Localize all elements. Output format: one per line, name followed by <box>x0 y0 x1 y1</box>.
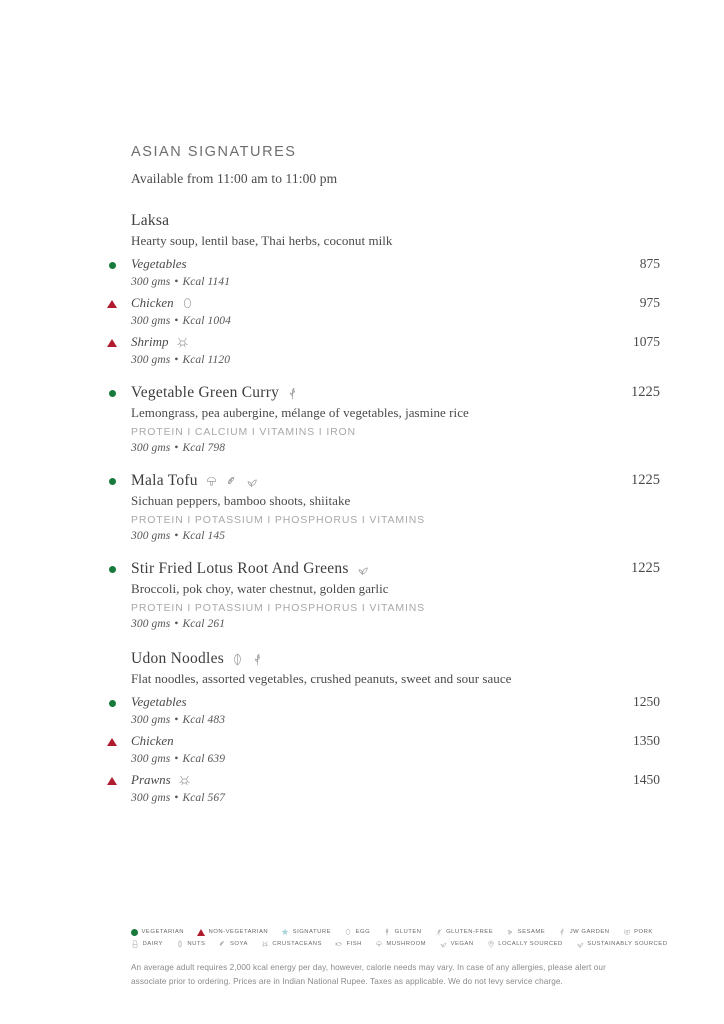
legend-item <box>487 940 563 948</box>
calorie-value: Kcal 798 <box>182 442 226 454</box>
variant-name <box>131 733 601 749</box>
crustacean-icon <box>178 774 191 787</box>
variant-name <box>131 334 601 350</box>
section-title: ASIAN SIGNATURES <box>131 144 297 160</box>
variant-name-text: Shrimp <box>131 334 169 349</box>
menu-item-header <box>104 384 660 454</box>
variant-body <box>131 295 601 327</box>
legend-item <box>383 928 421 936</box>
portion-weight: 300 gms <box>131 315 171 327</box>
portion-weight: 300 gms <box>131 530 171 542</box>
menu-items-list <box>104 212 660 804</box>
variant-body <box>131 694 601 726</box>
variant-price: 1350 <box>633 733 660 748</box>
portion-and-calories <box>131 354 601 366</box>
nutrient-tags: PROTEIN I CALCIUM I VITAMINS I IRON <box>131 426 356 438</box>
dish-name-text: Stir Fried Lotus Root And Greens <box>131 560 349 577</box>
portion-and-calories <box>131 792 601 804</box>
legend-item <box>131 940 163 948</box>
variant-price: 1250 <box>633 694 660 709</box>
non-vegetarian-marker-icon <box>107 339 117 347</box>
non-vegetarian-marker-icon <box>107 300 117 308</box>
dish-name <box>131 560 601 578</box>
variant-name-text: Prawns <box>131 772 171 787</box>
vegan-icon <box>245 475 258 488</box>
menu-group <box>104 472 660 542</box>
meta-separator: • <box>171 792 182 804</box>
dish-description: Broccoli, pok choy, water chestnut, golden garlic <box>131 581 389 596</box>
dish-name-text: Udon Noodles <box>131 650 224 667</box>
portion-weight: 300 gms <box>131 354 171 366</box>
section-header <box>131 144 337 187</box>
dish-price: 1225 <box>631 384 660 400</box>
non-vegetarian-marker <box>104 295 120 313</box>
portion-and-calories <box>131 276 601 288</box>
nuts-icon <box>176 940 184 948</box>
legend-item <box>439 940 474 948</box>
menu-group <box>104 560 660 630</box>
menu-item-header <box>104 560 660 630</box>
vegetarian-marker-icon <box>109 566 116 573</box>
non-vegetarian-marker <box>104 733 120 751</box>
menu-item-header <box>104 212 660 249</box>
meta-separator: • <box>171 315 182 327</box>
dish-name-text: Laksa <box>131 212 170 229</box>
fish-icon <box>335 940 343 948</box>
dish-description: Flat noodles, assorted vegetables, crushed peanuts, sweet and sour sauce <box>131 671 512 686</box>
dish-name <box>131 212 601 230</box>
meta-separator: • <box>171 354 182 366</box>
legend-item <box>435 928 494 936</box>
portion-and-calories <box>131 442 601 454</box>
menu-item-variant <box>104 334 660 366</box>
menu-item-body <box>131 650 601 687</box>
legend-row-secondary <box>131 940 668 948</box>
dish-name-text: Mala Tofu <box>131 472 198 489</box>
soya-icon <box>225 475 238 488</box>
legend-item <box>176 940 206 948</box>
menu-item-body <box>131 472 601 542</box>
mushroom-icon <box>375 940 383 948</box>
legend-label: GLUTEN-FREE <box>446 929 494 935</box>
non-vegetarian-marker-icon <box>107 777 117 785</box>
variant-name-text: Chicken <box>131 295 174 310</box>
egg-icon <box>181 297 194 310</box>
calorie-value: Kcal 1004 <box>182 315 231 327</box>
nuts-icon <box>231 653 244 666</box>
menu-group <box>104 384 660 454</box>
legend-label: JW GARDEN <box>569 929 610 935</box>
menu-group <box>104 212 660 366</box>
meta-separator: • <box>171 530 182 542</box>
variant-name <box>131 256 601 272</box>
crustacean-icon <box>261 940 269 948</box>
legend-item <box>576 940 668 948</box>
menu-item-body <box>131 212 601 249</box>
variant-name <box>131 694 601 710</box>
portion-weight: 300 gms <box>131 714 171 726</box>
vegan-icon <box>356 563 369 576</box>
menu-item-variant <box>104 694 660 726</box>
signature-icon <box>281 928 289 936</box>
variant-price: 1075 <box>633 334 660 349</box>
vegetarian-marker-icon <box>131 929 138 936</box>
legend-item <box>335 940 362 948</box>
section-availability: Available from 11:00 am to 11:00 pm <box>131 171 338 186</box>
vegetarian-marker-icon <box>109 700 116 707</box>
legend-label: VEGETARIAN <box>141 929 185 935</box>
vegetarian-marker <box>104 694 120 712</box>
allergen-legend <box>131 928 668 952</box>
vegetarian-marker <box>104 472 120 490</box>
portion-weight: 300 gms <box>131 276 171 288</box>
meta-separator: • <box>171 276 182 288</box>
legend-item <box>344 928 370 936</box>
portion-and-calories <box>131 714 601 726</box>
menu-item-body <box>131 560 601 630</box>
meta-separator: • <box>171 442 182 454</box>
variant-name-text: Vegetables <box>131 694 187 709</box>
legend-item <box>218 940 247 948</box>
legend-item <box>197 929 268 936</box>
vegan-icon <box>439 940 447 948</box>
legend-label: GLUTEN <box>394 929 422 935</box>
variant-price: 975 <box>639 295 660 310</box>
vegetarian-marker-icon <box>109 262 116 269</box>
calorie-value: Kcal 145 <box>182 530 226 542</box>
meta-separator: • <box>171 753 182 765</box>
menu-item-body <box>131 384 601 454</box>
vegetarian-marker <box>104 560 120 578</box>
non-vegetarian-marker-icon <box>197 929 205 936</box>
variant-name-text: Vegetables <box>131 256 187 271</box>
legend-label: SOYA <box>229 941 248 947</box>
crustacean-icon <box>176 336 189 349</box>
portion-and-calories <box>131 618 601 630</box>
sesame-icon <box>506 928 514 936</box>
legend-label: NON-VEGETARIAN <box>208 929 269 935</box>
variant-name-text: Chicken <box>131 733 174 748</box>
variant-body <box>131 772 601 804</box>
legend-item <box>623 928 653 936</box>
nutrient-tags: PROTEIN I POTASSIUM I PHOSPHORUS I VITAMINS <box>131 602 426 614</box>
legend-label: SESAME <box>517 929 546 935</box>
legend-item <box>558 928 609 936</box>
non-vegetarian-marker <box>104 772 120 790</box>
disclaimer-text: An average adult requires 2,000 kcal energy per day, however, calorie needs may vary. In case of any allergies, please alert our associate prior to ordering. Prices are in Indian National Rupee. Taxes as applicable. We do not levy service charge. <box>131 963 606 986</box>
legend-label: FISH <box>346 941 362 947</box>
dish-price: 1225 <box>631 472 660 488</box>
calorie-value: Kcal 261 <box>182 618 226 630</box>
portion-and-calories <box>131 753 601 765</box>
mushroom-icon <box>205 475 218 488</box>
menu-item-header <box>104 472 660 542</box>
menu-item-variant <box>104 256 660 288</box>
legend-label: MUSHROOM <box>386 941 427 947</box>
dish-name <box>131 384 601 402</box>
legend-label: LOCALLY SOURCED <box>498 941 563 947</box>
legend-item <box>261 940 322 948</box>
portion-and-calories <box>131 530 601 542</box>
menu-item-variant <box>104 295 660 327</box>
menu-group <box>104 650 660 804</box>
variant-body <box>131 334 601 366</box>
legend-label: EGG <box>355 929 371 935</box>
meta-separator: • <box>171 618 182 630</box>
legend-item <box>506 928 545 936</box>
jw-garden-icon <box>558 928 566 936</box>
legend-label: NUTS <box>187 941 206 947</box>
portion-weight: 300 gms <box>131 753 171 765</box>
menu-item-header <box>104 650 660 687</box>
portion-and-calories <box>131 315 601 327</box>
dish-description: Lemongrass, pea aubergine, mélange of vegetables, jasmine rice <box>131 405 469 420</box>
gluten-icon <box>383 928 391 936</box>
portion-weight: 300 gms <box>131 618 171 630</box>
legend-row-primary <box>131 928 653 936</box>
vegetarian-marker <box>104 256 120 274</box>
pork-icon <box>623 928 631 936</box>
legend-label: SUSTAINABLY SOURCED <box>587 941 668 947</box>
legend-label: DAIRY <box>142 941 163 947</box>
portion-weight: 300 gms <box>131 442 171 454</box>
portion-weight: 300 gms <box>131 792 171 804</box>
dish-name <box>131 472 601 490</box>
vegetarian-marker-icon <box>109 390 116 397</box>
variant-name <box>131 295 601 311</box>
dairy-icon <box>131 940 139 948</box>
dish-name <box>131 650 601 668</box>
menu-item-variant <box>104 733 660 765</box>
soya-icon <box>218 940 226 948</box>
legend-label: VEGAN <box>450 941 474 947</box>
vegetarian-marker <box>104 384 120 402</box>
legend-label: CRUSTACEANS <box>272 941 322 947</box>
variant-body <box>131 256 601 288</box>
variant-price: 875 <box>639 256 660 271</box>
variant-body <box>131 733 601 765</box>
egg-icon <box>344 928 352 936</box>
sustainably-icon <box>576 940 584 948</box>
meta-separator: • <box>171 714 182 726</box>
dish-description: Sichuan peppers, bamboo shoots, shiitake <box>131 493 351 508</box>
locally-icon <box>487 940 495 948</box>
variant-price: 1450 <box>633 772 660 787</box>
calorie-value: Kcal 1141 <box>182 276 231 288</box>
legend-label: PORK <box>634 929 653 935</box>
menu-item-variant <box>104 772 660 804</box>
vegetarian-marker-icon <box>109 478 116 485</box>
legend-item <box>131 929 184 936</box>
variant-name <box>131 772 601 788</box>
non-vegetarian-marker <box>104 334 120 352</box>
legend-label: SIGNATURE <box>292 929 332 935</box>
nutrient-tags: PROTEIN I POTASSIUM I PHOSPHORUS I VITAMINS <box>131 514 426 526</box>
jw-garden-icon <box>251 653 264 666</box>
jw-garden-icon <box>286 387 299 400</box>
gluten-free-icon <box>435 928 443 936</box>
calorie-value: Kcal 1120 <box>182 354 231 366</box>
dish-price: 1225 <box>631 560 660 576</box>
dish-description: Hearty soup, lentil base, Thai herbs, coconut milk <box>131 233 393 248</box>
legend-item <box>281 928 331 936</box>
non-vegetarian-marker-icon <box>107 738 117 746</box>
calorie-value: Kcal 639 <box>182 753 226 765</box>
calorie-value: Kcal 567 <box>182 792 226 804</box>
legend-item <box>375 940 426 948</box>
dish-name-text: Vegetable Green Curry <box>131 384 280 401</box>
calorie-value: Kcal 483 <box>182 714 226 726</box>
